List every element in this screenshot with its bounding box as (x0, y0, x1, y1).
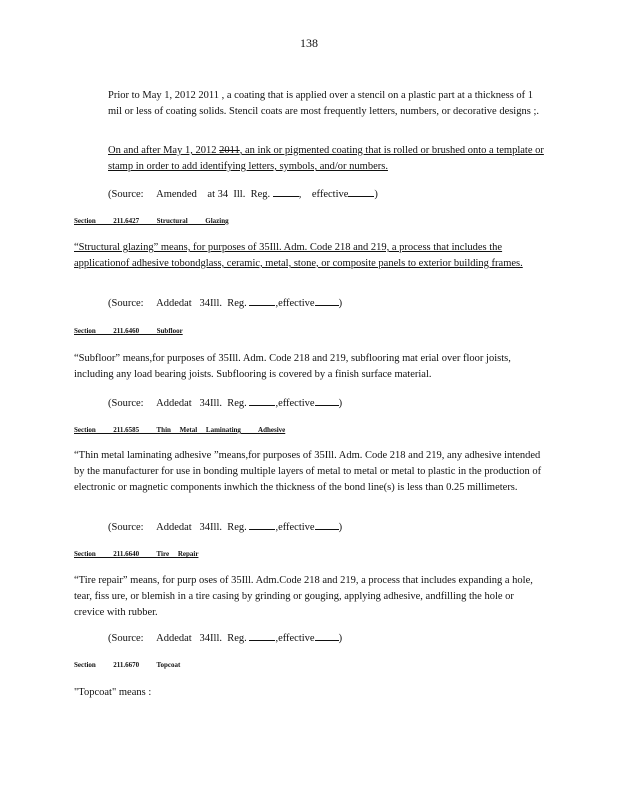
section-heading-subfloor: Section 211.6460 Subfloor (74, 327, 183, 335)
stencil-source-note (108, 186, 378, 202)
section-heading-tire-repair: Section 211.6640 Tire Repair (74, 550, 199, 558)
source-mid: ,effective (275, 522, 315, 533)
source-suffix: ) (338, 298, 343, 309)
stencil-coat-definition-after (108, 143, 544, 175)
source-prefix: (Source: Addedat 34Ill. Reg. (108, 398, 250, 409)
effective-blank (348, 186, 374, 197)
tire-repair-definition: “Tire repair” means, for purp oses of 35Ill. Adm.Code 218 and 219, a process that includes expanding a hole, tear, fiss ure, or blemish in a tire casing by grinding or gouging, applying adhesive, andfilling the hole or crevice with rubber. (74, 575, 533, 618)
effective-blank (315, 395, 339, 406)
thin-metal-laminating-adhesive-definition: “Thin metal laminating adhesive ”means,for purposes of 35Ill. Adm. Code 218 and 219, any adhesive intended by the manufacturer for use in bonding multiple layers of metal to metal or metal to plastic in the production of electronic or magnetic components inwhich the thickness of the bond line(s) is less than 0.25 millimeters. (74, 450, 542, 493)
thin-metal-source-note (108, 519, 342, 535)
stencil-after-body: , an ink or pigmented coating that is rolled or brushed onto a template or stamp in order to add identifying letters, symbols, and/or numbers. (108, 145, 544, 172)
effective-blank (315, 295, 339, 306)
section-heading-thin-metal-laminating-adhesive: Section 211.6585 Thin Metal Laminating Adhesive (74, 426, 286, 434)
stencil-after-intro: On and after May 1, 2012 (108, 145, 220, 156)
source-suffix: ) (338, 522, 343, 533)
page-number: 138 (300, 36, 318, 50)
effective-blank (315, 519, 339, 530)
source-prefix: (Source: Addedat 34Ill. Reg. (108, 633, 250, 644)
source-prefix: (Source: Amended at 34 Ill. Reg. (108, 189, 273, 200)
reg-blank (273, 186, 299, 197)
reg-blank (249, 630, 275, 641)
section-heading-structural-glazing: Section 211.6427 Structural Glazing (74, 217, 229, 225)
source-suffix: ) (338, 633, 343, 644)
subfloor-definition: “Subfloor” means,for purposes of 35Ill. Adm. Code 218 and 219, subflooring mat erial over floor joists, including any load bearing joists. Subflooring is covered by a finish surface material. (74, 353, 511, 380)
section-heading-topcoat: Section 211.6670 Topcoat (74, 661, 181, 669)
source-mid: ,effective (275, 633, 315, 644)
subfloor-source-note (108, 395, 342, 411)
source-prefix: (Source: Addedat 34Ill. Reg. (108, 522, 250, 533)
stencil-coat-definition-prior: Prior to May 1, 2012 2011 , a coating that is applied over a stencil on a plastic part at a thickness of 1 mil or less of coating solids. Stencil coats are most frequently letters, numbers, or decorative designs ;. (108, 90, 539, 117)
source-suffix: ) (338, 398, 343, 409)
source-mid: , effective (298, 189, 349, 200)
reg-blank (249, 295, 275, 306)
topcoat-definition: "Topcoat" means : (74, 687, 152, 698)
tire-repair-source-note (108, 630, 342, 646)
reg-blank (249, 395, 275, 406)
reg-blank (249, 519, 275, 530)
stencil-after-struck-year: 2011 (219, 145, 240, 156)
source-mid: ,effective (275, 298, 315, 309)
source-suffix: ) (374, 189, 378, 200)
source-prefix: (Source: Addedat 34Ill. Reg. (108, 298, 250, 309)
structural-glazing-definition: “Structural glazing” means, for purposes of 35Ill. Adm. Code 218 and 219, a process that includes the applicationof adhesive tobondglass, ceramic, metal, stone, or composite panels to exterior building frames. (74, 242, 523, 269)
effective-blank (315, 630, 339, 641)
source-mid: ,effective (275, 398, 315, 409)
structural-glazing-source-note (108, 295, 342, 311)
